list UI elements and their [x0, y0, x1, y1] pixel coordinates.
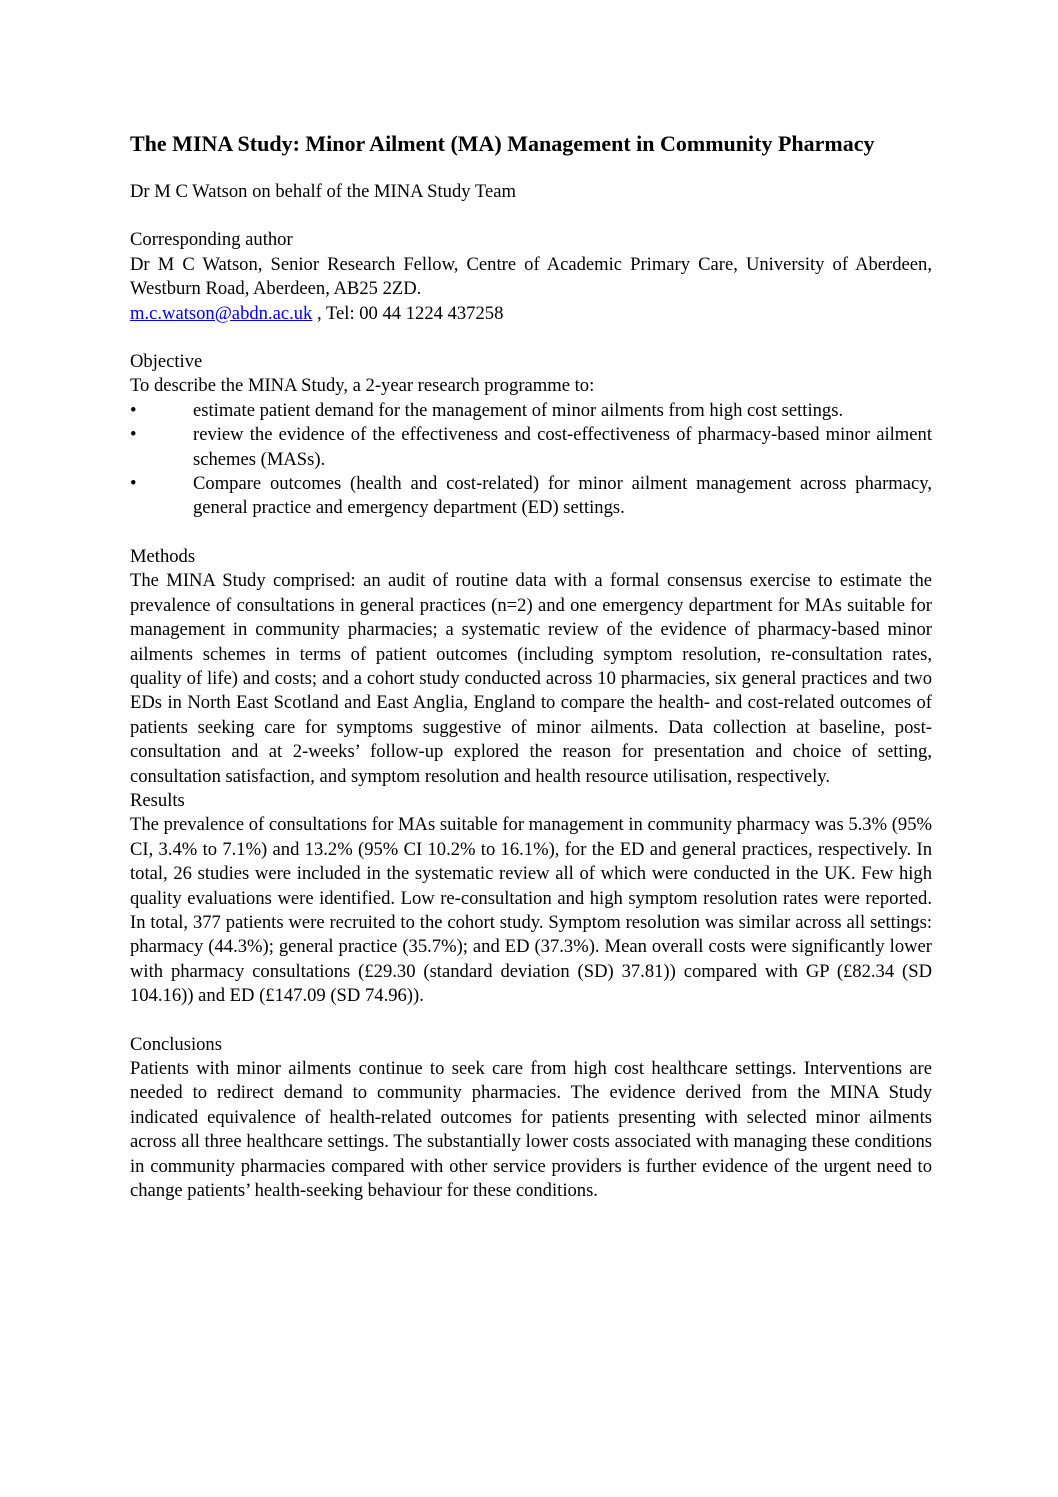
telephone: , Tel: 00 44 1224 437258 — [312, 302, 504, 324]
list-item-text: estimate patient demand for the management of minor ailments from high cost settings. — [193, 399, 844, 421]
list-item — [130, 423, 932, 472]
bullet-glyph: • — [130, 424, 137, 446]
corresponding-heading: Corresponding author — [130, 229, 293, 251]
document-title: The MINA Study: Minor Ailment (MA) Management in Community Pharmacy — [130, 131, 875, 156]
methods-heading: Methods — [130, 545, 196, 567]
bullet-glyph: • — [130, 399, 137, 421]
list-item — [130, 399, 932, 423]
byline: Dr M C Watson on behalf of the MINA Study Team — [130, 181, 516, 202]
corresponding-address: Dr M C Watson, Senior Research Fellow, Centre of Academic Primary Care, University of Aberdeen, Westburn Road, Aberdeen, AB25 2ZD. — [130, 253, 932, 300]
results-heading: Results — [130, 789, 185, 811]
contact-line — [130, 302, 932, 326]
bullet-glyph: • — [130, 473, 137, 495]
conclusions-text: Patients with minor ailments continue to seek care from high cost healthcare settings. Interventions are needed to redirect demand to community pharmacies. The evidence derived from the MINA Study indicated equivalence of health-related outcomes for patients presenting with selected minor ailments across all three healthcare settings. The substantially lower costs associated with managing these conditions in community pharmacies compared with other service providers is further evidence of the urgent need to change patients’ health-seeking behaviour for these conditions. — [130, 1058, 932, 1202]
list-item — [130, 472, 932, 521]
objective-list — [130, 399, 932, 521]
objective-heading: Objective — [130, 351, 203, 373]
objective-intro: To describe the MINA Study, a 2-year research programme to: — [130, 375, 595, 397]
list-item-text: Compare outcomes (health and cost-related) for minor ailment management across pharmacy, general practice and emergency department (ED) settings. — [193, 473, 932, 519]
list-item-text: review the evidence of the effectiveness and cost-effectiveness of pharmacy-based minor ailment schemes (MASs). — [193, 424, 932, 470]
methods-text: The MINA Study comprised: an audit of routine data with a formal consensus exercise to estimate the prevalence of consultations in general practices (n=2) and one emergency department for MAs suitable for management in community pharmacies; a systematic review of the evidence of pharmacy-based minor ailments schemes in terms of patient outcomes (including symptom resolution, re-consultation rates, quality of life) and costs; and a cohort study conducted across 10 pharmacies, six general practices and two EDs in North East Scotland and East Anglia, England to compare the health- and cost-related outcomes of patients seeking care for symptoms suggestive of minor ailments. Data collection at baseline, post-consultation and at 2-weeks’ follow-up explored the reason for presentation and choice of setting, consultation satisfaction, and symptom resolution and health resource utilisation, respectively. — [130, 570, 932, 787]
conclusions-heading: Conclusions — [130, 1033, 222, 1055]
results-text: The prevalence of consultations for MAs suitable for management in community pharmacy was 5.3% (95% CI, 3.4% to 7.1%) and 13.2% (95% CI 10.2% to 16.1%), for the ED and general practices, respectively. In total, 26 studies were included in the systematic review all of which were conducted in the UK. Few high quality evaluations were identified. Low re-consultation and high symptom resolution rates were reported. In total, 377 patients were recruited to the cohort study. Symptom resolution was similar across all settings: pharmacy (44.3%); general practice (35.7%); and ED (37.3%). Mean overall costs were significantly lower with pharmacy consultations (£29.30 (standard deviation (SD) 37.81)) compared with GP (£82.34 (SD 104.16)) and ED (£147.09 (SD 74.96)). — [130, 814, 932, 1007]
email-link[interactable]: m.c.watson@abdn.ac.uk — [130, 302, 313, 324]
document-page — [130, 126, 932, 1203]
